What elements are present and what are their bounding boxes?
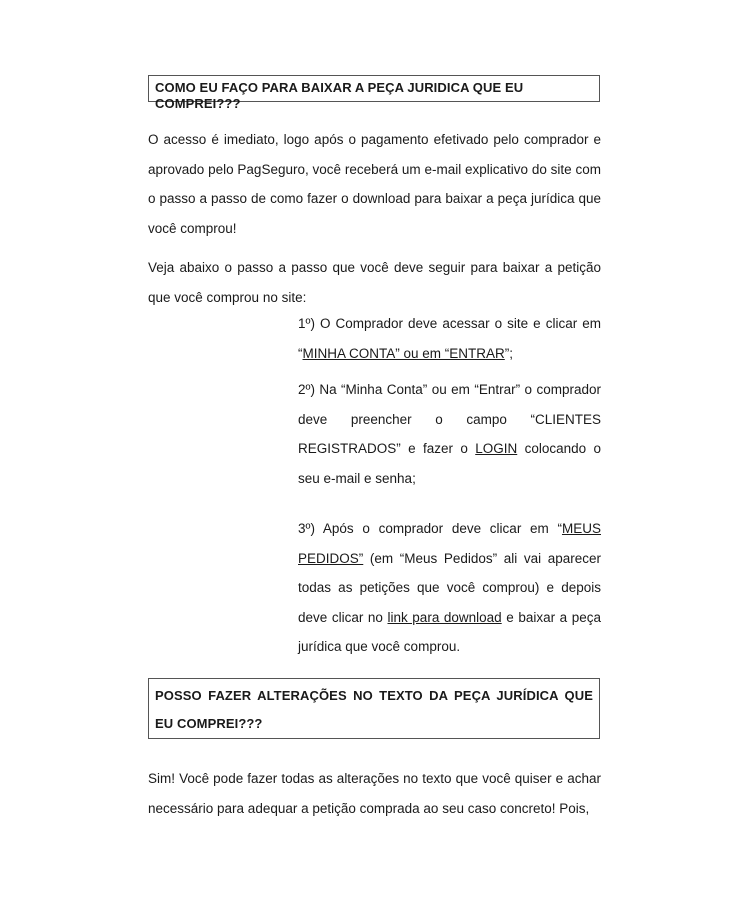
step-2-text-end: colocando o seu e-mail e senha; [298, 441, 601, 486]
paragraph-steps-intro: Veja abaixo o passo a passo que você deve seguir para baixar a petição que você comprou no site: [148, 260, 601, 305]
download-link[interactable]: link para download [387, 609, 502, 625]
step-3 [298, 514, 601, 662]
section-heading-edit: POSSO FAZER ALTERAÇÕES NO TEXTO DA PEÇA JURÍDICA QUE EU COMPREI??? [148, 678, 600, 739]
step-1 [298, 309, 601, 368]
step-1-text-end: ”; [504, 345, 514, 361]
step-3-text-end: e baixar a peça jurídica que você comprou. [298, 609, 601, 654]
section-heading-download: COMO EU FAÇO PARA BAIXAR A PEÇA JURIDICA QUE EU COMPREI??? [148, 75, 600, 102]
step-2 [298, 375, 601, 493]
paragraph-edit-info: Sim! Você pode fazer todas as alterações no texto que você quiser e achar necessário para adequar a petição comprada ao seu caso concreto! Pois, [148, 771, 601, 816]
step-2-text: 2º) Na “Minha Conta” ou em “Entrar” o comprador deve preencher o campo “CLIENTES REGISTRADOS” e fazer o [298, 382, 601, 456]
minha-conta-link[interactable]: MINHA CONTA” ou em “ENTRAR [302, 345, 505, 361]
meus-pedidos-link[interactable]: MEUS PEDIDOS” [298, 521, 601, 566]
login-link[interactable]: LOGIN [475, 441, 518, 456]
step-3-text-mid: (em “Meus Pedidos” ali vai aparecer todas as petições que você comprou) e depois deve clicar no [298, 550, 601, 625]
step-3-text: 3º) Após o comprador deve clicar em “ [298, 521, 562, 536]
paragraph-access-info: O acesso é imediato, logo após o pagamento efetivado pelo comprador e aprovado pelo PagSeguro, você receberá um e-mail explicativo do site com o passo a passo de como fazer o download para baixar a peça jurídica que você comprou! [148, 132, 601, 236]
step-1-text: 1º) O Comprador deve acessar o site e clicar em “ [298, 316, 601, 361]
